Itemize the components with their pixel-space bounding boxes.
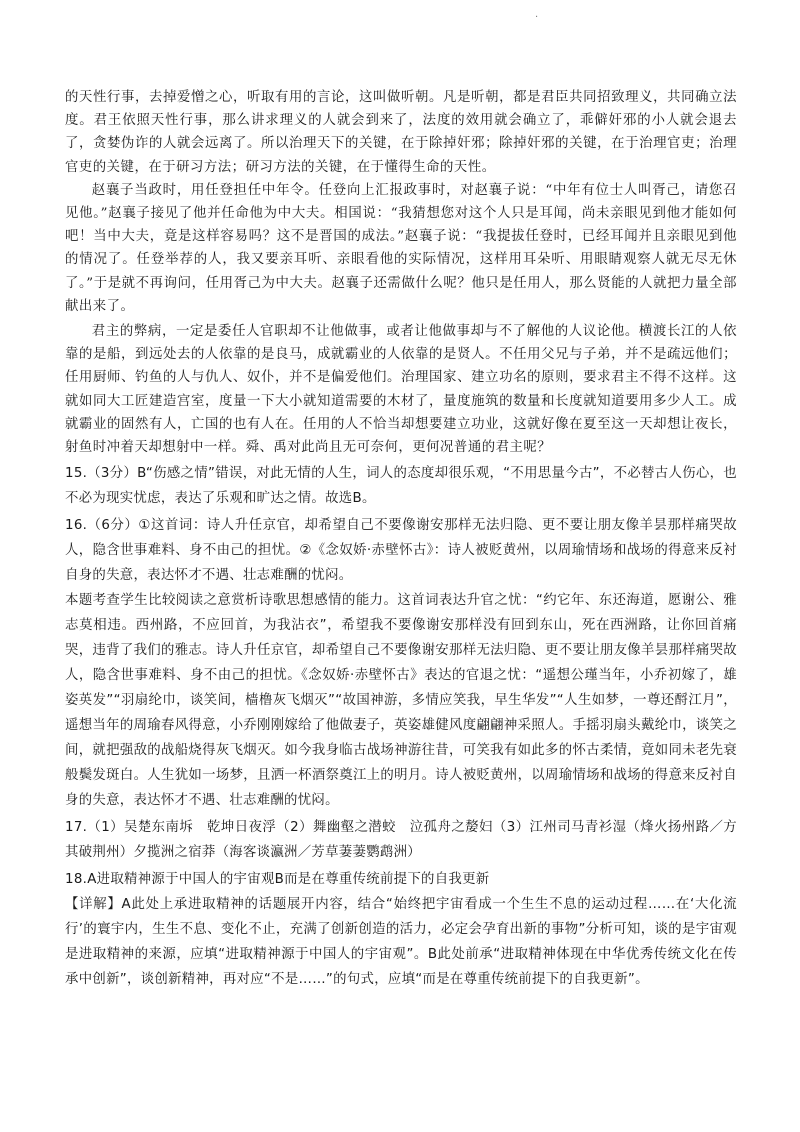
page-top-mark: · bbox=[535, 12, 539, 23]
answer-18: 18.A进取精神源于中国人的宇宙观B而是在尊重传统前提下的自我更新 bbox=[65, 872, 490, 888]
translation-paragraph-3: 君主的弊病，一定是委任人官职却不让他做事，或者让他做事却与不了解他的人议论他。横渡长江的人依靠的是船，到远处去的人依靠的是良马，成就霸业的人依靠的是贤人。不任用父兄与子弟，并不是疏远他们；任用厨师、钓鱼的人与仇人、奴仆，并不是偏爱他们。治理国家、建立功名的原则，要求君主不得不这样。这就如同大工匠建造宫室，度量一下大小就知道需要的木材了，量度施筑的数量和长度就知道要用多少人工。成就霸业的固然有人，亡国的也有人在。任用的人不恰当却想要建立功业，这就好像在夏至这一天却想让夜长，射鱼时冲着天却想射中一样。舜、禹对此尚且无可奈何，更何况普通的君主呢？ bbox=[65, 324, 737, 456]
answer-15: 15.（3分）B“伤感之情”错误，对此无情的人生，词人的态度却很乐观，“不用思量今古”，不必替古人伤心，也不必为现实忧虑，表达了乐观和旷达之情。故选B。 bbox=[65, 466, 737, 507]
answer-17: 17.（1）吴楚东南坼 乾坤日夜浮（2）舞幽壑之潜蛟 泣孤舟之嫠妇（3）江州司马青衫湿（烽火扬州路／方其破荆州）夕揽洲之宿莽（海客谈瀛洲／芳草萋萋鹦鹉洲） bbox=[65, 820, 737, 861]
answer-18-detail: 【详解】A此处上承进取精神的话题展开内容，结合“始终把宇宙看成一个生生不息的运动过程……在‘大化流行’的寰宇内，生生不息、变化不止，充满了创新创造的活力，必定会孕育出新的事物”分析可知，谈的是宇宙观是进取精神的来源，应填“进取精神源于中国人的宇宙观”。B此处前承“进取精神体现在中华优秀传统文化在传承中创新”，谈创新精神，再对应“不是……”的句式，应填“而是在尊重传统前提下的自我更新”。 bbox=[65, 897, 737, 988]
answer-16: 16.（6分）①这首词：诗人升任京官，却希望自己不要像谢安那样无法归隐、更不要让朋友像羊昙那样痛哭故人，隐含世事难料、身不由己的担忧。②《念奴娇·赤壁怀古》：诗人被贬黄州，以周瑜情场和战场的得意来反衬自身的失意，表达怀才不遇、壮志难酬的忧闷。 bbox=[65, 518, 737, 584]
translation-paragraph-1: 的天性行事，去掉爱憎之心，听取有用的言论，这叫做听朝。凡是听朝，都是君臣共同招致理义，共同确立法度。君王依照天性行事，那么讲求理义的人就会到来了，法度的效用就会确立了，乖僻奸邪的小人就会退去了，贪婪伪诈的人就会远离了。所以治理天下的关键，在于除掉奸邪；除掉奸邪的关键，在于治理官吏；治理官吏的关键，在于研习方法；研习方法的关键，在于懂得生命的天性。 bbox=[65, 90, 737, 175]
answer-16-analysis: 本题考查学生比较阅读之意赏析诗歌思想感情的能力。这首词表达升官之忧：“约它年、东还海道，愿谢公、雅志莫相违。西州路，不应回首，为我沾衣”，希望我不要像谢安那样没有回到东山，死在西洲路，让你回首痛哭，违背了我们的雅志。诗人升任京官，却希望自己不要像谢安那样无法归隐、更不要让朋友像羊昙那样痛哭故人，隐含世事难料、身不由己的担忧。《念奴娇·赤壁怀古》表达的官退之忧：“遥想公瑾当年，小乔初嫁了，雄姿英发”“羽扇纶巾，谈笑间，樯橹灰飞烟灭”“故国神游，多情应笑我，早生华发”“人生如梦，一尊还酹江月”，遥想当年的周瑜春风得意，小乔刚刚嫁给了他做妻子，英姿雄健风度翩翩神采照人。手摇羽扇头戴纶巾，谈笑之间，就把强敌的战船烧得灰飞烟灭。如今我身临古战场神游往昔，可笑我有如此多的怀古柔情，竟如同未老先衰般鬓发斑白。人生犹如一场梦，且洒一杯酒祭奠江上的明月。诗人被贬黄州，以周瑜情场和战场的得意来反衬自身的失意，表达怀才不遇、壮志难酬的忧闷。 bbox=[65, 593, 737, 809]
document-page bbox=[65, 86, 737, 992]
translation-paragraph-2: 赵襄子当政时，用任登担任中年令。任登向上汇报政事时，对赵襄子说：“中年有位士人叫胥己，请您召见他。”赵襄子接见了他并任命他为中大夫。相国说：“我猜想您对这个人只是耳闻，尚未亲眼见到他才能如何吧！当中大夫，竟是这样容易吗？这不是晋国的成法。”赵襄子说：“我提拔任登时，已经耳闻并且亲眼见到他的情况了。任登举荐的人，我又要亲耳听、亲眼看他的实际情况，这样用耳朵听、用眼睛观察人就无尽无休了。”于是就不再询问，任用胥己为中大夫。赵襄子还需做什么呢？他只是任用人，那么贤能的人就把力量全部献出来了。 bbox=[65, 182, 737, 314]
